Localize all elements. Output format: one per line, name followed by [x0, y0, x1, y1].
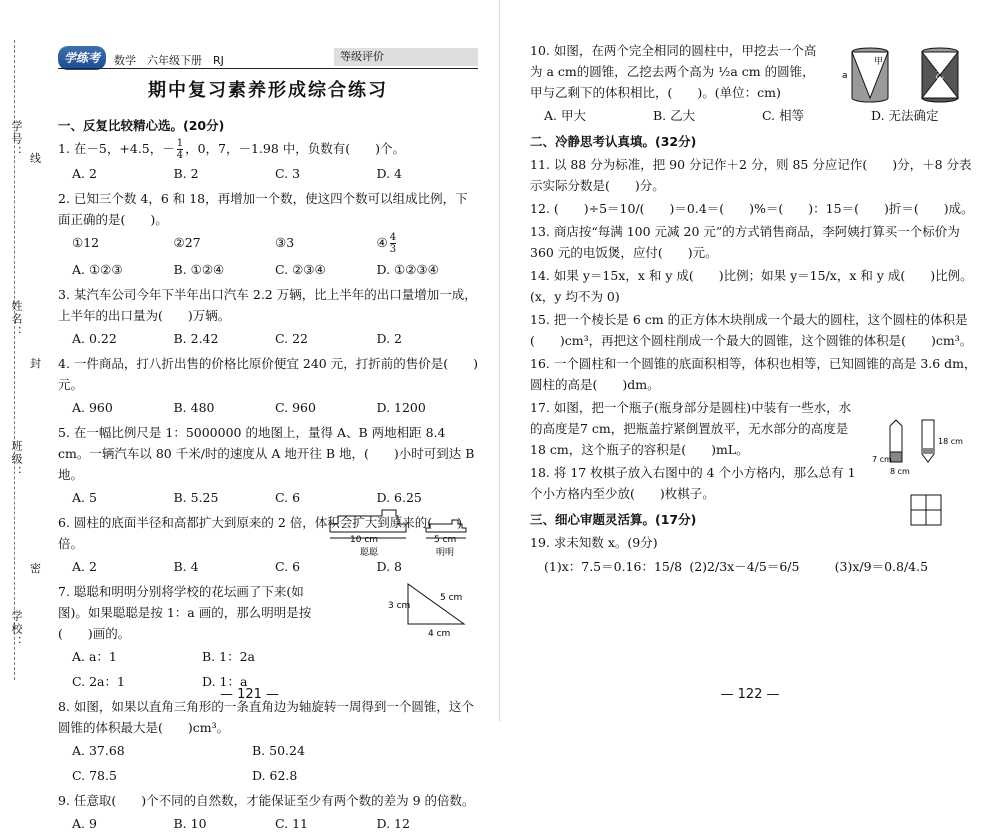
option[interactable]: B. 480 [173, 400, 215, 415]
option[interactable]: D. ①②③④ [376, 262, 439, 277]
number-prefix: ④ [376, 235, 388, 250]
option[interactable]: C. 22 [275, 331, 308, 346]
option[interactable]: C. 6 [275, 490, 301, 505]
number-choice [377, 232, 479, 255]
fraction [177, 138, 183, 161]
option[interactable]: B. ①②④ [173, 262, 225, 277]
option[interactable]: B. 2 [173, 166, 199, 181]
question-19: 19. 求未知数 x。(9分) [530, 535, 658, 550]
section-heading: 三、细心审题灵活算。(17分) [530, 512, 697, 527]
option[interactable]: A. 5 [72, 490, 97, 505]
header-rule [58, 68, 478, 69]
option[interactable]: C. 960 [275, 400, 316, 415]
q8-options [72, 740, 432, 761]
option[interactable]: A. a：1 [72, 649, 117, 664]
question-11: 11. 以 88 分为标准，把 90 分记作＋2 分，则 85 分应记作( )分，＋8 分表示实际分数是( )分。 [530, 157, 972, 193]
option[interactable]: C. 78.5 [72, 768, 117, 783]
flowerbed-small [426, 520, 466, 532]
option[interactable]: D. 1：a [202, 674, 248, 689]
page-number: — 122 — [720, 687, 780, 702]
question-13: 13. 商店按“每满 100 元减 20 元”的方式销售商品，李阿姨打算买一个标价为 360 元的电饭煲，应付( )元。 [530, 224, 960, 260]
option[interactable]: C. 6 [275, 559, 301, 574]
cylinders-figure [830, 44, 980, 108]
water-inverted [922, 448, 934, 454]
q4-options [72, 397, 478, 418]
label-jia: 甲 [874, 57, 884, 67]
cut-mark-seal: 封 [30, 357, 41, 370]
q2-options [72, 259, 478, 280]
option[interactable]: C. 相等 [762, 108, 805, 123]
question-12: 12. ( )÷5＝10/( )＝0.4＝( )%＝( )：15＝( )折＝( )成。 [530, 201, 974, 216]
q7-options [72, 646, 332, 667]
option[interactable]: D. 1200 [376, 400, 426, 415]
question-15: 15. 把一个棱长是 6 cm 的正方体木块削成一个最大的圆柱，这个圆柱的体积是( )cm³，再把这个圆柱削成一个最大的圆锥，这个圆锥的体积是( )cm³。 [530, 312, 973, 348]
page-header [58, 50, 478, 70]
q19-equations [544, 555, 980, 579]
option[interactable]: D. 12 [376, 816, 410, 831]
frac-num: 1 [176, 138, 184, 149]
q9-options [72, 813, 478, 834]
frac-num: 4 [389, 232, 397, 243]
equation-1: (1)x：7.5＝0.16：15/8 [544, 559, 683, 574]
option[interactable]: B. 4 [173, 559, 199, 574]
option[interactable]: C. 11 [275, 816, 308, 831]
q8-options [72, 765, 432, 786]
right-triangle [408, 584, 464, 624]
frac-den: 3 [389, 244, 397, 255]
book-info: 数学 六年级下册 RJ [114, 54, 224, 67]
option[interactable]: B. 乙大 [653, 108, 696, 123]
number-choice: ①12 [72, 235, 100, 250]
option[interactable]: A. ①②③ [72, 262, 123, 277]
grade-box: 等级评价 [334, 48, 478, 66]
label-mingming: 明明 [436, 548, 455, 558]
option[interactable]: B. 1：2a [202, 649, 255, 664]
frac-den: 4 [176, 150, 184, 161]
left-content [58, 110, 478, 838]
dimension-10cm: 10 cm [350, 535, 379, 545]
equation-3: (3)x/9＝0.8/4.5 [834, 559, 929, 574]
width-8cm: 8 cm [890, 467, 910, 476]
height-18cm: 18 cm [938, 437, 963, 446]
option[interactable]: A. 0.22 [72, 331, 117, 346]
question-5: 5. 在一幅比例尺是 1：5000000 的地图上，量得 A、B 两地相距 8.4 cm。一辆汽车以 80 千米/时的速度从 A 地开往 B 地，( )小时可到达 B 地。 [58, 425, 475, 482]
school-label: 学校： [10, 610, 23, 649]
question-9: 9. 任意取( )个不同的自然数，才能保证至少有两个数的差为 9 的倍数。 [58, 793, 475, 808]
option[interactable]: C. ②③④ [275, 262, 326, 277]
option[interactable]: B. 50.24 [252, 743, 305, 758]
question-8: 8. 如图，如果以直角三角形的一条直角边为轴旋转一周得到一个圆锥，这个圆锥的体积最大是( )cm³。 [58, 699, 474, 735]
page-title: 期中复习素养形成综合练习 [148, 80, 388, 101]
question-16: 16. 一个圆柱和一个圆锥的底面积相等，体积也相等，已知圆锥的高是 3.6 dm，圆柱的高是( )dm。 [530, 356, 977, 392]
option[interactable]: D. 2 [376, 331, 402, 346]
name-label: 姓名： [10, 300, 23, 339]
question-18: 18. 将 17 枚棋子放入右图中的 4 个小方格内，那么总有 1 个小方格内至少放( )枚棋子。 [530, 465, 856, 501]
page-number: — 121 — [219, 687, 280, 702]
question-3: 3. 某汽车公司今年下半年出口汽车 2.2 万辆，比上半年的出口量增加一成，上半年的出口量为( )万辆。 [58, 287, 477, 323]
side-4cm: 4 cm [428, 629, 451, 639]
height-7cm: 7 cm [872, 455, 892, 464]
bottle-inverted [922, 420, 934, 462]
cut-mark-secret: 密 [30, 562, 41, 575]
option[interactable]: D. 62.8 [252, 768, 298, 783]
question-2: 2. 已知三个数 4，6 和 18，再增加一个数，使这四个数可以组成比例，下面正确的是( )。 [58, 191, 468, 227]
label-yi: 乙 [935, 71, 945, 81]
option[interactable]: B. 2.42 [173, 331, 219, 346]
flowerbed-large [330, 510, 406, 532]
side-5cm: 5 cm [440, 593, 463, 603]
section-heading: 二、冷静思考认真填。(32分) [530, 134, 697, 149]
q3-options [72, 328, 478, 349]
q1-options [72, 163, 478, 184]
option[interactable]: D. 4 [376, 166, 402, 181]
triangle-figure [388, 580, 478, 640]
option[interactable]: A. 960 [72, 400, 113, 415]
option[interactable]: D. 6.25 [376, 490, 422, 505]
question-7: 7. 聪聪和明明分别将学校的花坛画了下来(如图)。如果聪聪是按 1：a 画的，那么明明是按( )画的。 [58, 584, 312, 641]
fraction [390, 232, 396, 255]
question-10: 10. 如图，在两个完全相同的圆柱中，甲挖去一个高为 a cm的圆锥，乙挖去两个高为 ½a cm 的圆锥，甲与乙剩下的体积相比，( )。(单位：cm) [530, 43, 817, 100]
dimension-5cm: 5 cm [434, 535, 457, 545]
question-14: 14. 如果 y＝15x，x 和 y 成( )比例；如果 y＝15/x，x 和 y 成( )比例。(x，y 均不为 0) [530, 268, 973, 304]
q1-text-b: ，0，7，－1.98 中，负数有( )个。 [185, 141, 406, 156]
option[interactable]: D. 无法确定 [871, 108, 939, 123]
option[interactable]: D. 8 [376, 559, 402, 574]
left-page [0, 0, 500, 831]
right-page [500, 0, 1000, 722]
q6-options [72, 556, 478, 577]
equation-2: (2)2/3x－4/5＝6/5 [689, 559, 800, 574]
logo: 学练考 [58, 46, 106, 70]
cut-mark-line: 线 [30, 152, 41, 165]
option[interactable]: A. 37.68 [72, 743, 125, 758]
question-4: 4. 一件商品，打八折出售的价格比原价便宜 240 元，打折前的售价是( )元。 [58, 356, 478, 392]
grid-figure [910, 494, 942, 526]
q2-numbers [72, 232, 478, 255]
label-congcong: 聪聪 [360, 548, 379, 558]
q1-text-a: 1. 在－5，+4.5，－ [58, 141, 175, 156]
number-choice: ②27 [173, 235, 201, 250]
option[interactable]: A. 2 [72, 166, 97, 181]
option[interactable]: C. 3 [275, 166, 301, 181]
question-1 [58, 138, 478, 161]
question-17: 17. 如图，把一个瓶子(瓶身部分是圆柱)中装有一些水，水的高度是7 cm，把瓶盖拧紧倒置放平，无水部分的高度是 18 cm，这个瓶子的容积是( )mL。 [530, 400, 852, 457]
height-a: a [842, 71, 848, 81]
section-heading: 一、反复比较精心选。(20分) [58, 118, 225, 133]
option[interactable]: A. 9 [72, 816, 97, 831]
option[interactable]: C. 2a：1 [72, 674, 125, 689]
binding-margin [0, 0, 46, 722]
option[interactable]: B. 5.25 [173, 490, 219, 505]
number-choice: ③3 [275, 235, 295, 250]
question-6: 6. 圆柱的底面半径和高都扩大到原来的 2 倍，体积会扩大到原来的( )倍。 [58, 515, 463, 551]
q10-options [544, 105, 980, 126]
option[interactable]: B. 10 [173, 816, 207, 831]
option[interactable]: A. 甲大 [544, 108, 586, 123]
class-label: 班级： [10, 440, 23, 479]
student-id-label: 学号： [10, 120, 23, 159]
bottle-figure [872, 418, 963, 480]
side-3cm: 3 cm [388, 601, 411, 611]
option[interactable]: A. 2 [72, 559, 97, 574]
flowerbed-figure [326, 502, 478, 558]
